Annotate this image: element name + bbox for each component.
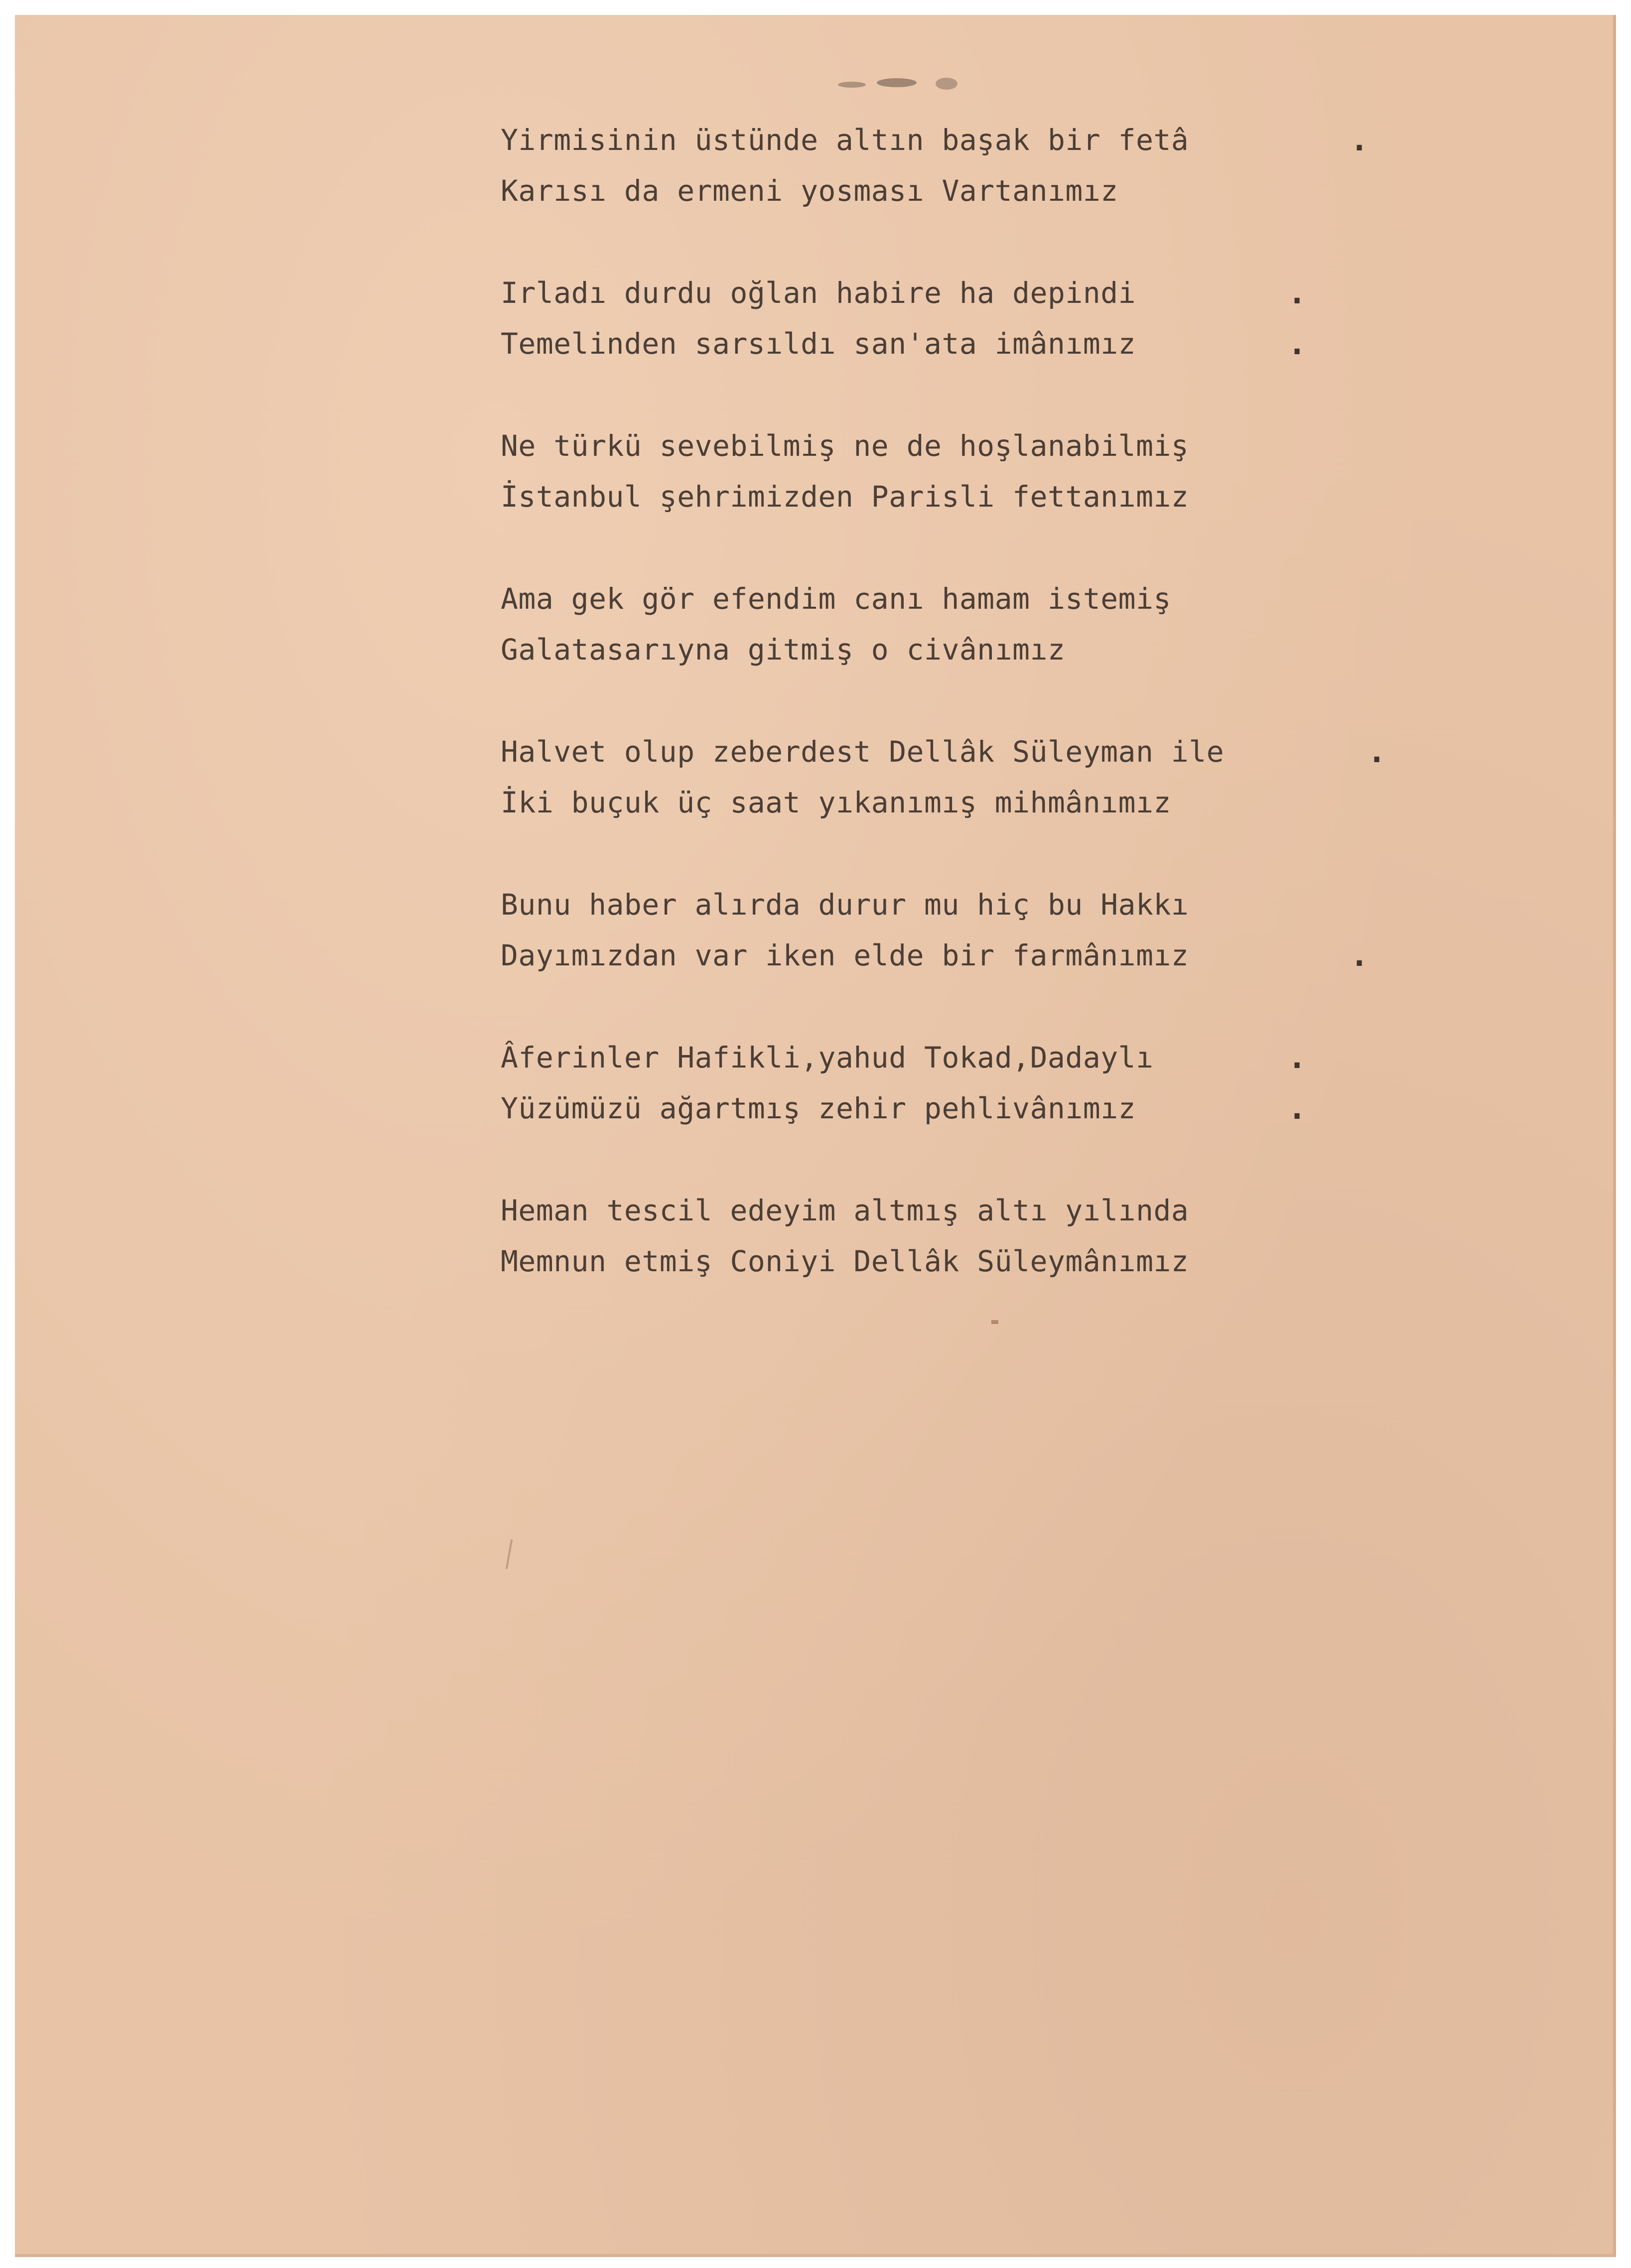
poem-line <box>501 624 1447 675</box>
poem-line <box>501 726 1447 777</box>
line-dot: . <box>1288 1039 1307 1075</box>
pencil-mark <box>506 1539 513 1569</box>
line-text: Yirmisinin üstünde altın başak bir fetâ <box>501 123 1189 157</box>
stanza <box>501 573 1447 675</box>
stanza <box>501 726 1447 828</box>
ink-smudge <box>832 75 981 95</box>
poem-line <box>501 1083 1447 1134</box>
stanza <box>501 1185 1447 1287</box>
stanza <box>501 267 1447 369</box>
poem-line <box>501 777 1447 828</box>
line-text: İki buçuk üç saat yıkanımış mihmânımız <box>501 786 1171 819</box>
line-dot: . <box>1288 325 1307 362</box>
line-text: Memnun etmiş Coniyi Dellâk Süleymânımız <box>501 1244 1189 1278</box>
poem-line <box>501 1236 1447 1287</box>
poem-line <box>501 471 1447 522</box>
stanza <box>501 420 1447 522</box>
stanza <box>501 1032 1447 1134</box>
line-text: Âferinler Hafikli,yahud Tokad,Dadaylı <box>501 1041 1154 1074</box>
line-text: Heman tescil edeyim altmış altı yılında <box>501 1194 1189 1227</box>
stanza <box>501 879 1447 981</box>
line-text: Ne türkü sevebilmiş ne de hoşlanabilmiş <box>501 429 1189 463</box>
poem-line <box>501 420 1447 471</box>
poem <box>501 115 1447 1338</box>
line-text: Temelinden sarsıldı san'ata imânımız <box>501 327 1136 361</box>
poem-line <box>501 930 1447 981</box>
line-dot: . <box>1350 937 1369 973</box>
poem-line <box>501 165 1447 216</box>
line-dot: . <box>1350 122 1369 158</box>
line-text: Galatasarıyna gitmiş o civânımız <box>501 633 1066 667</box>
line-text: Yüzümüzü ağartmış zehir pehlivânımız <box>501 1091 1136 1125</box>
line-text: Bunu haber alırda durur mu hiç bu Hakkı <box>501 888 1189 922</box>
poem-line <box>501 573 1447 624</box>
poem-line <box>501 1032 1447 1083</box>
line-dot: . <box>1288 274 1307 311</box>
poem-line <box>501 1185 1447 1236</box>
stanza <box>501 115 1447 216</box>
poem-line <box>501 115 1447 165</box>
line-text: İstanbul şehrimizden Parisli fettanımız <box>501 480 1189 514</box>
line-text: Dayımızdan var iken elde bir farmânımız <box>501 938 1189 972</box>
line-dot: . <box>1288 1090 1307 1126</box>
poem-line <box>501 267 1447 318</box>
line-text: Karısı da ermeni yosması Vartanımız <box>501 174 1118 208</box>
line-text: Halvet olup zeberdest Dellâk Süleyman ile <box>501 735 1224 769</box>
line-text: Irladı durdu oğlan habire ha depindi <box>501 276 1136 310</box>
poem-line <box>501 318 1447 369</box>
line-text: Ama gek gör efendim canı hamam istemiş <box>501 582 1171 616</box>
typewritten-page <box>15 15 1616 2257</box>
poem-line <box>501 879 1447 930</box>
line-dot: . <box>1367 733 1386 770</box>
